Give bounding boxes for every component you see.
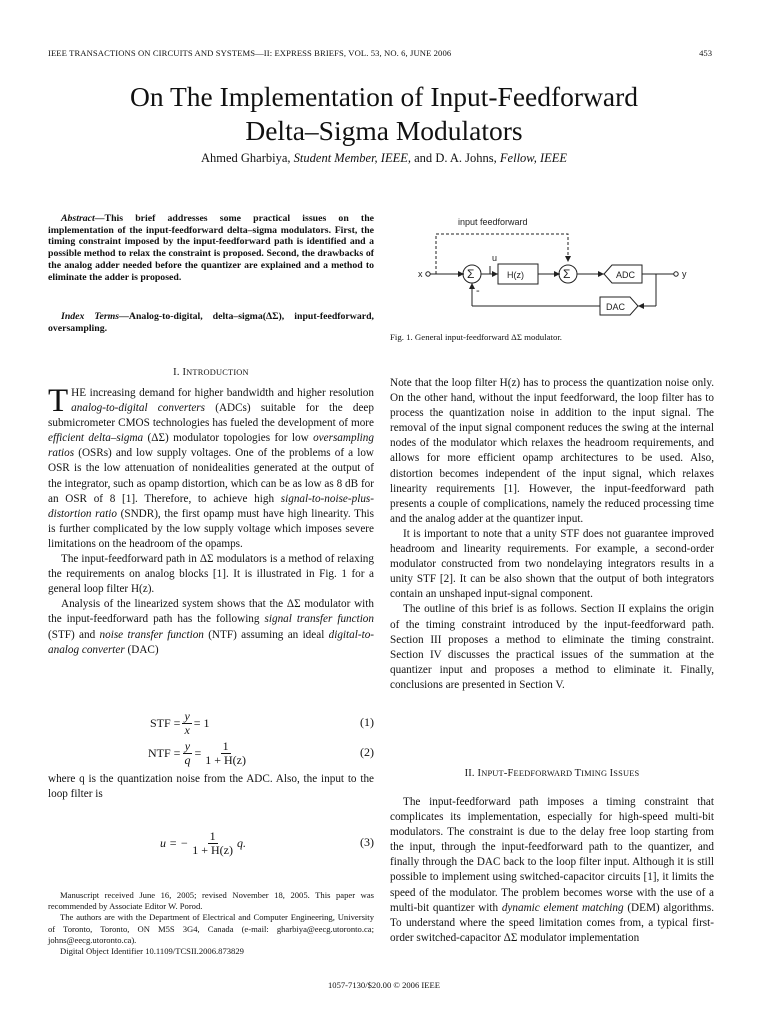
equation-2 (48, 736, 374, 770)
label-u: u (492, 253, 498, 263)
abstract-text: This brief addresses some practical issues on the implementation of the input-feedforward delta–sigma modulators. First, the timing constraint imposed by the input-feedforward path is identified and a possible method to relax the constraint is proposed. Second, the drawbacks of the analog adder needed before the quantizer are explained and a method to eliminate the adder is proposed. (48, 213, 374, 283)
text-run-italic: dynamic element matching (501, 901, 624, 914)
text-run: (ADCs) suitable for the deep submicrometer CMOS technologies has fueled the development of more (48, 402, 374, 430)
eq1-denominator: x (184, 722, 190, 737)
text-run: (OSRs) and low supply voltages. One of the problems of a low OSR is the low attenuation of nonidealities generated at the output of the integrator, such as opamp distortion, which can be as low as 8 dB for an OSR of 8 [1]. Therefore, to achieve high (48, 447, 374, 505)
author-1: Ahmed Gharbiya, (200, 151, 291, 165)
eq3-rhs: q. (236, 835, 246, 850)
section-2-heading (390, 766, 714, 781)
eq2-denominator: q (184, 752, 191, 767)
label-sum-2: Σ (563, 267, 571, 281)
feedforward-path (436, 234, 568, 274)
eq1-rhs: = 1 (193, 715, 210, 730)
text-run: HE increasing demand for higher bandwidth and higher resolution (71, 387, 374, 399)
label-minus: - (476, 285, 480, 297)
eq2-equals: = (194, 745, 202, 760)
authors (40, 151, 728, 166)
eq2-numerator-2: 1 (222, 738, 229, 753)
sc-cap: F (507, 768, 514, 779)
intro-paragraph-2: The input-feedforward path in ΔΣ modulators is a method of relaxing the requirements on analog blocks [1]. It is illustrated in Fig. 1 for a general loop filter H(z). (48, 553, 374, 596)
text-run: (ΔΣ) modulator topologies for low (143, 432, 314, 445)
index-terms-text: Analog-to-digital, delta–sigma(ΔΣ), input-feedforward, oversampling. (48, 311, 374, 334)
section-2-text (390, 795, 714, 946)
sc-dash: - (503, 768, 508, 779)
text-run: (NTF) assuming an ideal (203, 628, 329, 641)
drop-cap: T (48, 383, 69, 419)
index-terms-label: Index Terms— (61, 311, 129, 322)
sc-cap: I (609, 768, 614, 779)
abstract-label: Abstract— (61, 213, 105, 224)
title-line-2: Delta–Sigma Modulators (245, 115, 523, 146)
output-terminal (674, 272, 678, 276)
intro-paragraph-1 (48, 383, 374, 552)
authors-and: and (414, 151, 433, 165)
equation-1 (48, 706, 374, 740)
text-run-italic: signal transfer function (264, 613, 374, 626)
text-run-italic: efficient delta–sigma (48, 432, 144, 445)
title-line-1: On The Implementation of Input-Feedforward (129, 81, 639, 112)
text-run: Analysis of the linearized system shows that the ΔΣ modulator with the input-feedforward path has the following (48, 598, 374, 626)
input-terminal (426, 272, 430, 276)
label-feedforward: input feedforward (458, 217, 528, 227)
text-run-italic: noise transfer function (99, 628, 204, 641)
text-after-eq2: where q is the quantization noise from the ADC. Also, the input to the loop filter is (48, 773, 374, 801)
section-1-number: I. (173, 367, 180, 378)
right-paragraph-2: It is important to note that a unity STF does not guarantee improved headroom and linearity requirements. For example, a second-order modulator constructed from two nondelaying integrators results in a unity STF [2]. It can be also shown that the output of both integrators contain an unshaped input-signal component. (390, 527, 714, 601)
eq3-numerator: 1 (209, 828, 216, 843)
figure-1-caption: Fig. 1. General input-feedforward ΔΣ modulator. (390, 332, 563, 342)
section-1-title-initial: I (182, 367, 187, 378)
label-y: y (682, 269, 687, 279)
running-header: IEEE TRANSACTIONS ON CIRCUITS AND SYSTEMS—II: EXPRESS BRIEFS, VOL. 53, NO. 6, JUNE 2006 (48, 48, 452, 58)
eq1-numerator: y (184, 708, 190, 723)
sc-rest: SSUES (613, 769, 640, 778)
figure-1 (390, 206, 714, 318)
block-diagram (390, 206, 714, 318)
right-column-text (390, 376, 714, 693)
footnotes (48, 890, 374, 957)
eq2-numerator: y (184, 738, 191, 753)
footnote-manuscript: Manuscript received June 16, 2005; revised November 18, 2005. This paper was recommended by Associate Editor W. Porod. (48, 890, 374, 912)
text-run: (DAC) (124, 643, 159, 656)
paper-title (40, 80, 728, 148)
eq3-lhs: u = − (160, 835, 189, 850)
author-2-role: Fellow, IEEE (499, 151, 568, 165)
text-run-italic: signal-to-noise-plus-distortion ratio (48, 492, 374, 520)
section-2-paragraph-1 (390, 795, 714, 946)
footnote-doi: Digital Object Identifier 10.1109/TCSII.2006.873829 (60, 946, 244, 957)
label-hz: H(z) (507, 270, 524, 280)
sc-rest: IMING (581, 769, 610, 778)
text-run: (STF) and (48, 628, 100, 641)
abstract (48, 213, 374, 283)
text-run: (DEM) algorithms. To understand where the speed limitation comes from, a typical first-order switched-capacitor ΔΣ modulator implementation (390, 901, 714, 944)
footnote-affiliation: The authors are with the Department of Electrical and Computer Engineering, University of Toronto, Toronto, ON M5S 3G4, Canada (e-mail: gharbiya@eecg.utoronto.ca; johns@eecg.utoronto.ca). (48, 912, 374, 945)
sc-cap: I (477, 768, 482, 779)
intro-text (48, 383, 375, 658)
label-dac: DAC (606, 302, 626, 312)
sc-cap: T (574, 768, 582, 779)
section-1-heading (48, 365, 374, 380)
page-number: 453 (699, 48, 712, 58)
eq1-label: (1) (360, 715, 374, 729)
intro-paragraph-3 (48, 597, 374, 657)
sc-rest: NPUT (481, 769, 504, 778)
author-1-role: Student Member, IEEE, (293, 151, 411, 165)
text-run-italic: analog-to-digital converters (71, 402, 206, 415)
section-1-title-rest: NTRODUCTION (186, 368, 249, 377)
text-run: The input-feedforward path imposes a timing constraint that complicates its implementation, especially for high-speed multi-bit modulators. The constraint is due to the delay free loop starting from the input, through the input-feedforward path to the quantizer, and finally through the DAC back to the loop filter input. Although it is still possible to implement using switched-capacitor circuits [1], it limits the speed of the modulator. The problem becomes worse with the use of a multi-bit quantizer with (390, 796, 714, 914)
eq2-label: (2) (360, 745, 374, 759)
eq1-lhs: STF = (150, 715, 181, 730)
text-run: (SNDR), the first opamp must have high linearity. This is further complicated by the low supply voltage which imposes severe limitations on the headroom of the opamps. (48, 507, 374, 550)
eq2-lhs: NTF = (148, 745, 181, 760)
section-2-number: II. (464, 768, 475, 779)
text-run-italic: oversampling ratios (48, 432, 374, 460)
eq3-label: (3) (360, 835, 374, 849)
copyright-footer: 1057-7130/$20.00 © 2006 IEEE (327, 980, 441, 990)
author-2: D. A. Johns, (435, 151, 497, 165)
label-adc: ADC (616, 270, 636, 280)
eq3-denominator: 1 + H(z) (192, 842, 233, 857)
right-paragraph-1: Note that the loop filter H(z) has to process the quantization noise only. On the other hand, without the input feedforward, the loop filter has to process the quantization noise in addition to the input signal. The removal of the input signal component reduces the swing at the internal nodes of the modulator which relaxes the headroom requirements, and allows for more efficient opamp architectures to be used. Also, distortion becomes independent of the input signal, which relaxes linearity requirements [1]. However, the input-feedforward path presents a couple of complications, namely the reduced processing time and the analog adder at the quantizer input. (390, 377, 714, 525)
label-x: x (418, 269, 423, 279)
equation-3 (48, 826, 374, 860)
index-terms (48, 311, 374, 334)
right-paragraph-3: The outline of this brief is as follows. Section II explains the origin of the timing constraint introduced by the input-feedforward path. Section III proposes a method to eliminate the timing constraint. Section IV discusses the practical issues of the summation at the quantizer input and proposes a method to eliminate it. Finally, conclusions are presented in Section V. (390, 603, 714, 691)
label-sum-1: Σ (467, 267, 475, 281)
text-run-italic: digital-to-analog converter (48, 628, 375, 656)
sc-rest: EEDFORWARD (513, 769, 575, 778)
eq2-denominator-2: 1 + H(z) (205, 752, 246, 767)
